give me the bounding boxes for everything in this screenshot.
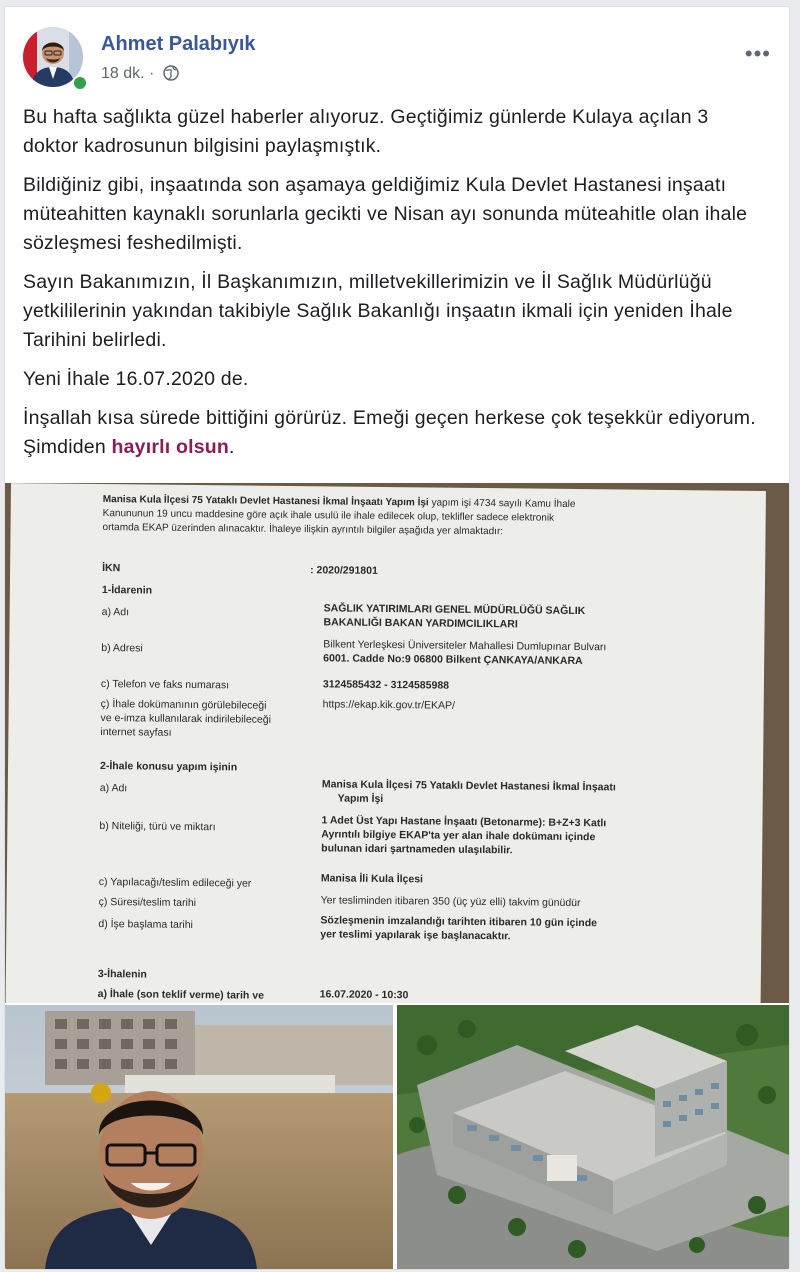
photo-grid xyxy=(5,1005,789,1269)
post-paragraph: Bu hafta sağlıkta güzel haberler alıyoruz. Geçtiğimiz günlerde Kulaya açılan 3 doktor kadrosunun bilgisini paylaşmıştık. xyxy=(23,106,709,157)
doc-value: Yapım İşi xyxy=(337,792,384,805)
doc-value: BAKANLIĞI BAKAN YARDIMCILIKLARI xyxy=(323,616,518,631)
highlighted-text: hayırlı olsun xyxy=(111,436,229,458)
doc-label: internet sayfası xyxy=(100,726,172,739)
doc-ikn-value: : 2020/291801 xyxy=(310,564,378,577)
period: . xyxy=(228,436,235,458)
facebook-post xyxy=(4,6,790,1270)
online-status-dot xyxy=(72,75,88,91)
doc-value: 3124585432 - 3124585988 xyxy=(322,678,450,692)
post-header xyxy=(23,27,783,87)
author-name[interactable]: Ahmet Palabıyık xyxy=(101,33,256,55)
doc-label: a) İhale (son teklif verme) tarih ve xyxy=(97,987,265,1002)
tender-document-photo[interactable] xyxy=(5,483,789,1003)
doc-value: 16.07.2020 - 10:30 xyxy=(319,988,409,1002)
doc-value: 6001. Cadde No:9 06800 Bilkent ÇANKAYA/ANKARA xyxy=(323,652,583,668)
doc-url: https://ekap.kik.gov.tr/EKAP/ xyxy=(322,698,456,712)
doc-section-1: 1-İdarenin xyxy=(101,584,153,597)
meta-separator: · xyxy=(149,65,155,82)
doc-section-2: 2-İhale konusu yapım işinin xyxy=(99,760,238,774)
doc-label: d) İşe başlama tarihi xyxy=(98,918,193,931)
doc-section-3: 3-İhalenin xyxy=(97,967,147,981)
document-paper xyxy=(6,483,766,1003)
post-paragraph: Sayın Bakanımızın, İl Başkanımızın, milletvekillerimizin ve İl Sağlık Müdürlüğü yetkililerinin yakından takibiyle Sağlık Bakanlığı inşaatın ikmali için yeniden İhale Tarihini belirledi. xyxy=(23,271,733,351)
doc-label: ç) Süresi/teslim tarihi xyxy=(98,896,197,910)
more-options-icon[interactable]: ••• xyxy=(744,41,771,66)
post-meta xyxy=(101,65,179,86)
post-paragraph-text: İnşallah kısa sürede bittiğini görürüz. Emeği geçen herkese çok teşekkür ediyorum. Şimdiden xyxy=(23,407,756,458)
post-paragraph: Yeni İhale 16.07.2020 de. xyxy=(23,368,249,390)
doc-intro-line: ortamda EKAP üzerinden alınacaktır. İhaleye ilişkin ayrıntılı bilgiler aşağıda yer almaktadır: xyxy=(102,522,504,538)
doc-value: Ayrıntılı bilgiye EKAP'ta yer alan ihale dokümanı içinde xyxy=(321,828,596,844)
doc-label: c) Yapılacağı/teslim edileceği yer xyxy=(98,876,252,890)
post-text xyxy=(23,103,763,472)
doc-label: b) Niteliği, türü ve miktarı xyxy=(99,820,216,834)
doc-value: Bilkent Yerleşkesi Üniversiteler Mahallesi Dumlupınar Bulvarı xyxy=(323,638,607,654)
post-timestamp[interactable]: 18 dk. xyxy=(101,65,145,82)
doc-value: Sözleşmenin imzalandığı tarihten itibaren 10 gün içinde xyxy=(320,914,598,930)
doc-label: c) Telefon ve faks numarası xyxy=(100,678,230,692)
hospital-render-photo[interactable] xyxy=(397,1005,789,1269)
doc-label: b) Adresi xyxy=(101,642,143,655)
doc-label: a) Adı xyxy=(99,782,128,795)
doc-label: ç) İhale dokümanının görülebileceği xyxy=(100,698,267,712)
doc-value: Manisa Kula İlçesi 75 Yataklı Devlet Hastanesi İkmal İnşaatı xyxy=(321,778,616,794)
globe-icon[interactable] xyxy=(163,65,179,86)
doc-label: ve e-imza kullanılarak indirilebileceği xyxy=(100,712,272,726)
doc-heading: Manisa Kula İlçesi 75 Yataklı Devlet Hastanesi İkmal İnşaatı Yapım İşi xyxy=(102,494,429,509)
doc-ikn-label: İKN xyxy=(102,562,121,575)
doc-heading-rest: yapım işi 4734 sayılı Kamu İhale xyxy=(431,497,576,510)
doc-label: a) Adı xyxy=(101,606,130,619)
post-paragraph: Bildiğiniz gibi, inşaatında son aşamaya geldiğimiz Kula Devlet Hastanesi inşaatı müteahitten kaynaklı sorunlarla gecikti ve Nisan ayı sonunda müteahitle olan ihale sözleşmesi feshedilmişti. xyxy=(23,174,748,254)
doc-value: bulunan idari şartnameden ulaşılabilir. xyxy=(321,842,513,857)
doc-value: Manisa İli Kula İlçesi xyxy=(320,872,424,886)
post-paragraph xyxy=(23,404,763,462)
doc-value: Yer tesliminden itibaren 350 (üç yüz elli) takvim günüdür xyxy=(320,894,581,910)
doc-value: 1 Adet Üst Yapı Hastane İnşaatı (Betonarme): B+Z+3 Katlı xyxy=(321,814,607,830)
selfie-construction-photo[interactable] xyxy=(5,1005,393,1269)
doc-value: SAĞLIK YATIRIMLARI GENEL MÜDÜRLÜĞÜ SAĞLIK xyxy=(323,602,586,618)
doc-intro-line: Kanununun 19 uncu maddesine göre açık ihale usulü ile ihale edilecek olup, teklifler sadece elektronik xyxy=(102,508,555,524)
doc-value: yer teslimi yapılarak işe başlanacaktır. xyxy=(320,928,511,943)
